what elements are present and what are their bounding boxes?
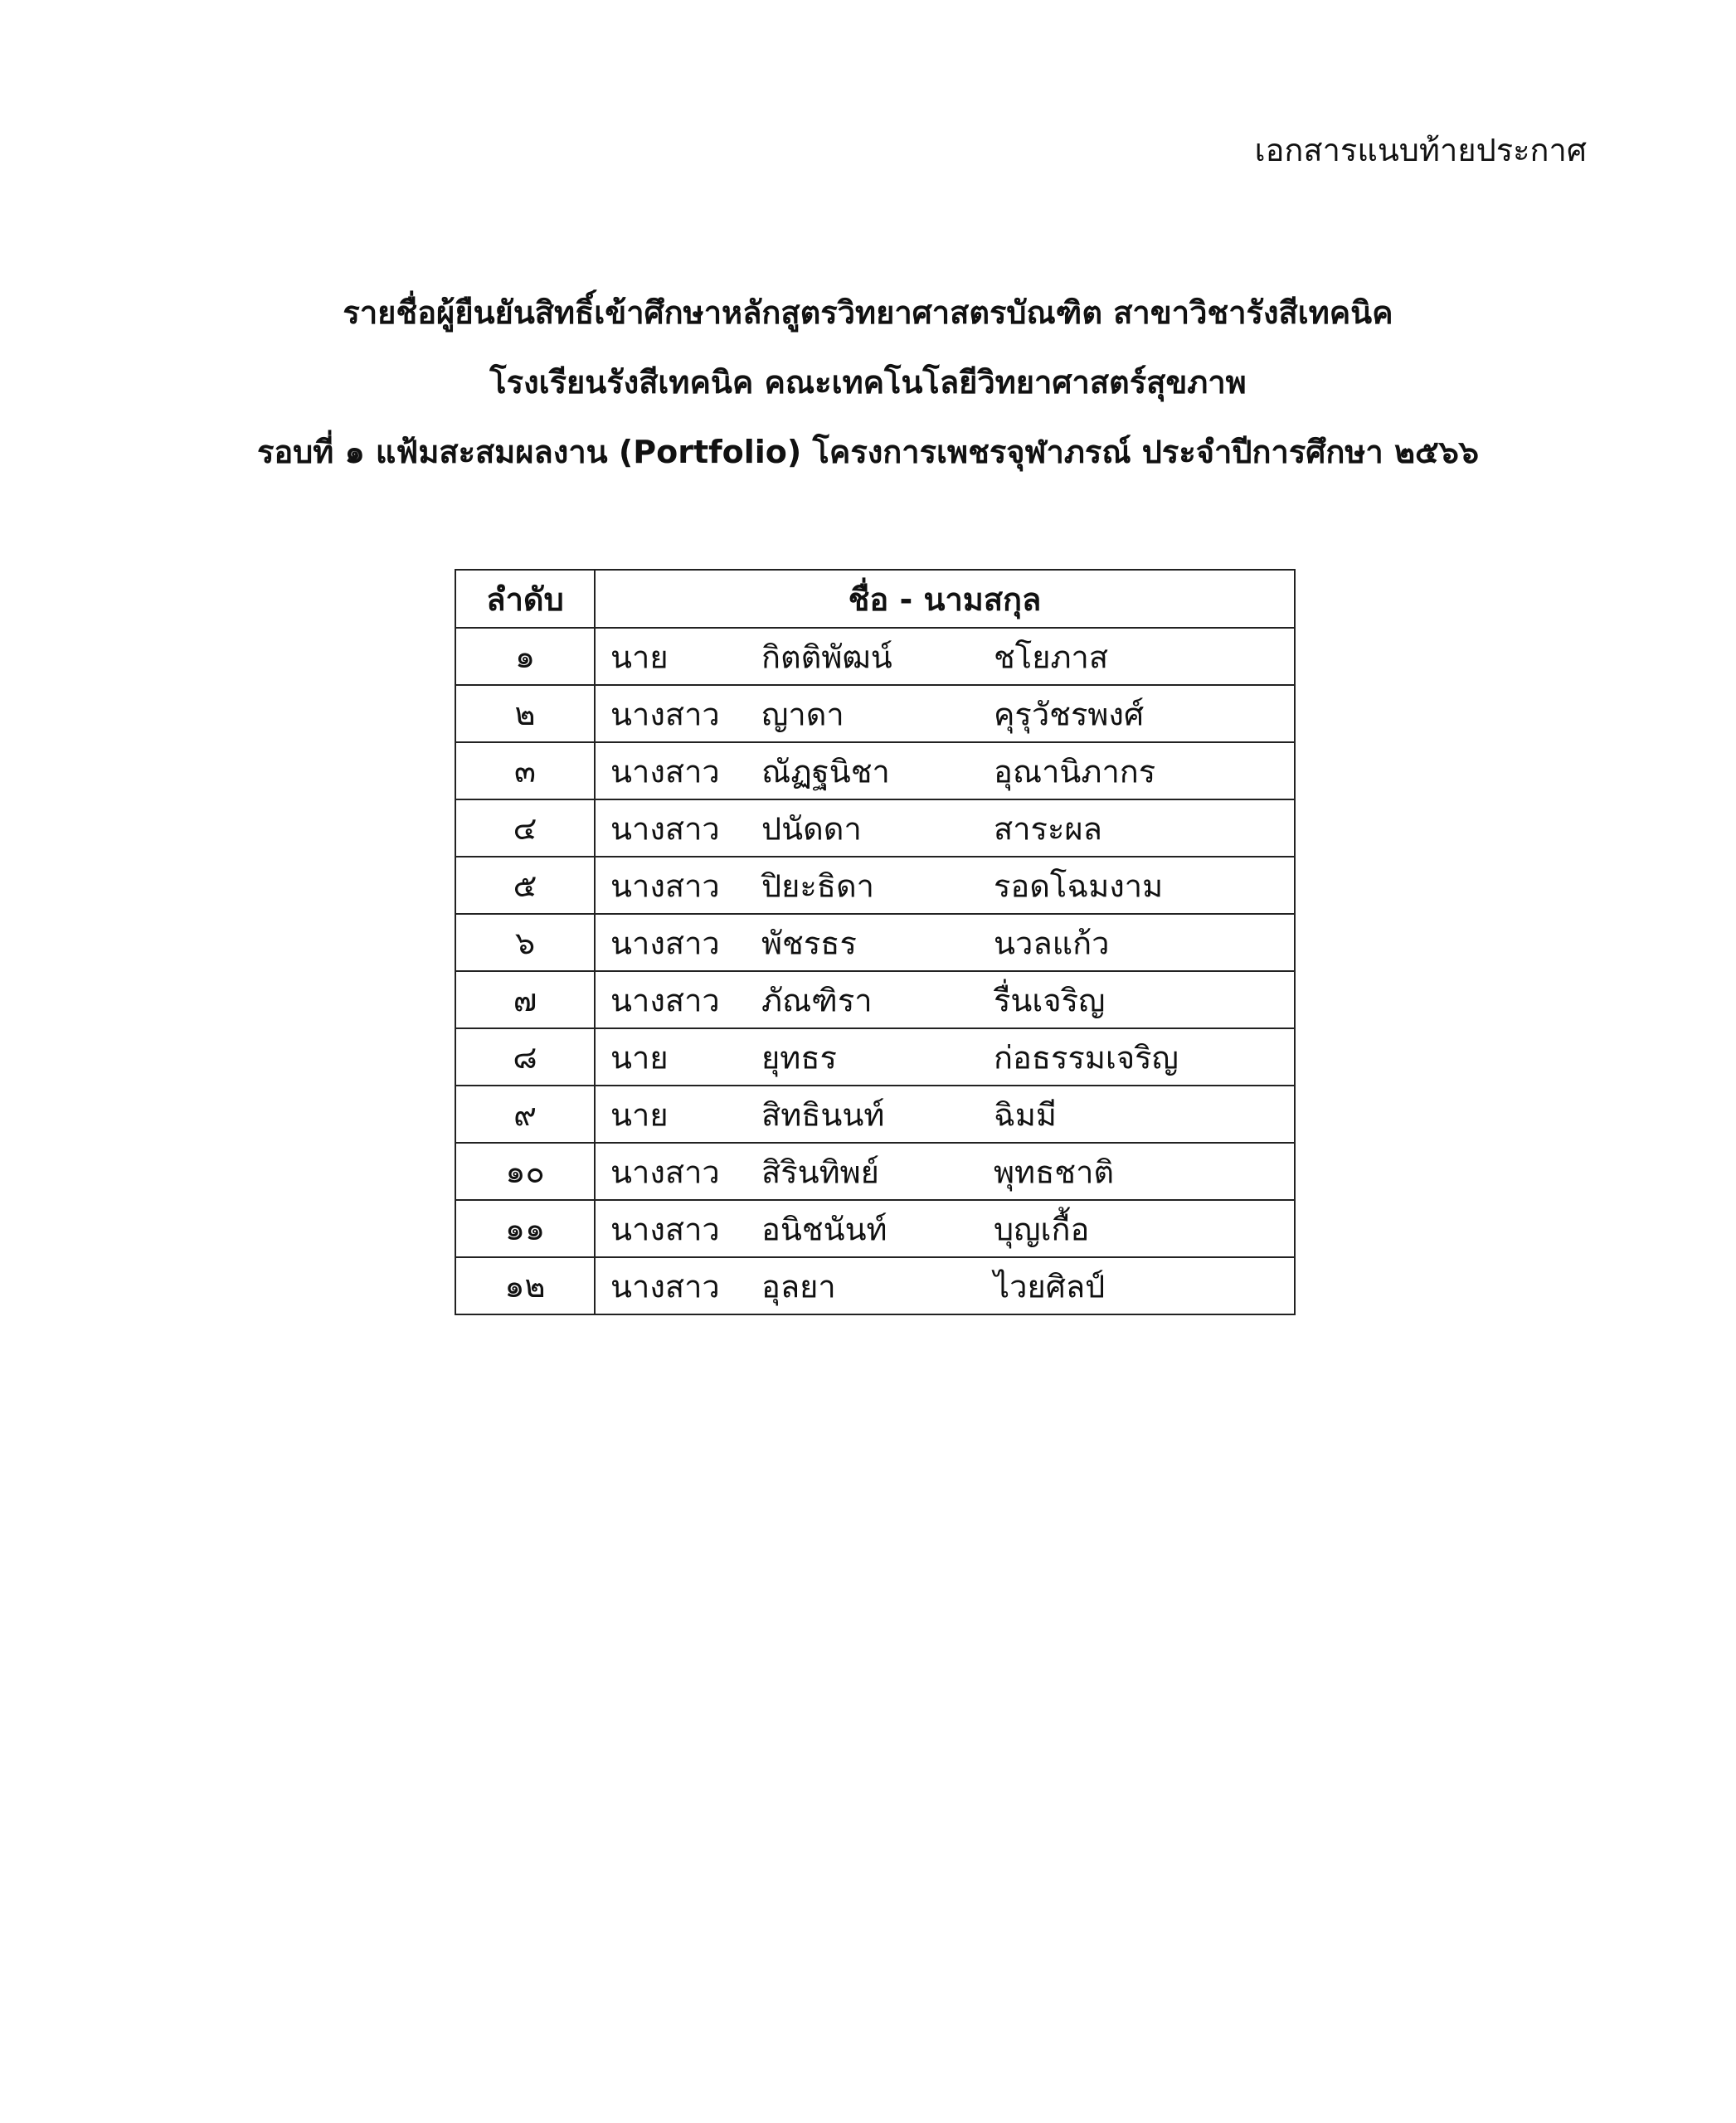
title-line-1: รายชื่อผู้ยืนยันสิทธิ์เข้าศึกษาหลักสูตรวิทยาศาสตรบัณฑิต สาขาวิชารังสีเทคนิค <box>343 294 1393 331</box>
name-prefix: นางสาว <box>610 925 720 961</box>
row-full-name <box>595 914 1295 971</box>
last-name: รื่นเจริญ <box>994 982 1106 1018</box>
row-full-name <box>595 1143 1295 1200</box>
name-list-table <box>455 569 1296 1315</box>
row-order-number: ๒ <box>455 685 595 742</box>
title-line-3: รอบที่ ๑ แฟ้มสะสมผลงาน (Portfolio) โครงการเพชรจุฬาภรณ์ ประจำปีการศึกษา ๒๕๖๖ <box>256 434 1480 470</box>
first-name: ปิยะธิดา <box>761 867 875 904</box>
table-row <box>455 1257 1295 1314</box>
row-full-name <box>595 971 1295 1028</box>
row-full-name <box>595 685 1295 742</box>
name-prefix: นาย <box>610 639 669 675</box>
document-title <box>0 278 1736 487</box>
row-order-number: ๓ <box>455 742 595 799</box>
title-line-2: โรงเรียนรังสีเทคนิค คณะเทคโนโลยีวิทยาศาสตร์สุขภาพ <box>489 364 1247 401</box>
attachment-note: เอกสารแนบท้ายประกาศ <box>1254 132 1587 168</box>
first-name: ภัณฑิรา <box>761 982 873 1018</box>
row-order-number: ๑๒ <box>455 1257 595 1314</box>
row-full-name <box>595 857 1295 914</box>
table-row <box>455 857 1295 914</box>
row-order-number: ๑๐ <box>455 1143 595 1200</box>
last-name: รอดโฉมงาม <box>994 867 1164 904</box>
last-name: บุญเกื้อ <box>994 1211 1090 1247</box>
row-order-number: ๑๑ <box>455 1200 595 1257</box>
first-name: กิตติพัฒน์ <box>761 639 892 675</box>
name-prefix: นางสาว <box>610 810 720 847</box>
last-name: ก่อธรรมเจริญ <box>994 1039 1179 1076</box>
table-body <box>455 628 1295 1314</box>
row-full-name <box>595 1257 1295 1314</box>
name-prefix: นางสาว <box>610 1211 720 1247</box>
first-name: สิรินทิพย์ <box>761 1154 879 1190</box>
row-full-name <box>595 1200 1295 1257</box>
last-name: นวลแก้ว <box>994 925 1110 961</box>
first-name: พัชรธร <box>761 925 857 961</box>
row-full-name <box>595 1086 1295 1143</box>
name-prefix: นางสาว <box>610 753 720 789</box>
row-order-number: ๖ <box>455 914 595 971</box>
first-name: อนิชนันท์ <box>761 1211 887 1247</box>
table-row <box>455 685 1295 742</box>
table-row <box>455 1200 1295 1257</box>
row-order-number: ๑ <box>455 628 595 685</box>
table-row <box>455 628 1295 685</box>
first-name: สิทธินนท์ <box>761 1096 885 1133</box>
table-row <box>455 914 1295 971</box>
row-order-number: ๘ <box>455 1028 595 1086</box>
row-full-name <box>595 1028 1295 1086</box>
table-row <box>455 799 1295 857</box>
last-name: สาระผล <box>994 810 1102 847</box>
row-full-name <box>595 742 1295 799</box>
name-prefix: นางสาว <box>610 696 720 732</box>
first-name: ปนัดดา <box>761 810 862 847</box>
first-name: ญาดา <box>761 696 844 732</box>
table-header-row <box>455 570 1295 628</box>
first-name: ยุทธร <box>761 1039 837 1076</box>
table-row <box>455 1028 1295 1086</box>
name-prefix: นางสาว <box>610 982 720 1018</box>
table-row <box>455 1143 1295 1200</box>
name-prefix: นางสาว <box>610 1268 720 1304</box>
column-header-order: ลำดับ <box>455 570 595 628</box>
first-name: อุลยา <box>761 1268 836 1304</box>
row-order-number: ๔ <box>455 799 595 857</box>
row-full-name <box>595 799 1295 857</box>
name-prefix: นางสาว <box>610 867 720 904</box>
last-name: ชโยภาส <box>994 639 1109 675</box>
row-full-name <box>595 628 1295 685</box>
table-row <box>455 971 1295 1028</box>
last-name: พุทธชาติ <box>994 1154 1115 1190</box>
name-prefix: นาย <box>610 1039 669 1076</box>
row-order-number: ๗ <box>455 971 595 1028</box>
last-name: ไวยศิลป์ <box>994 1268 1106 1304</box>
last-name: คุรุวัชรพงศ์ <box>994 696 1145 732</box>
table-row <box>455 742 1295 799</box>
first-name: ณัฏฐนิชา <box>761 753 890 789</box>
last-name: ฉิมมี <box>994 1096 1057 1133</box>
column-header-name: ชื่อ - นามสกุล <box>595 570 1295 628</box>
table-row <box>455 1086 1295 1143</box>
row-order-number: ๙ <box>455 1086 595 1143</box>
name-prefix: นาย <box>610 1096 669 1133</box>
row-order-number: ๕ <box>455 857 595 914</box>
last-name: อุณานิภากร <box>994 753 1156 789</box>
name-prefix: นางสาว <box>610 1154 720 1190</box>
